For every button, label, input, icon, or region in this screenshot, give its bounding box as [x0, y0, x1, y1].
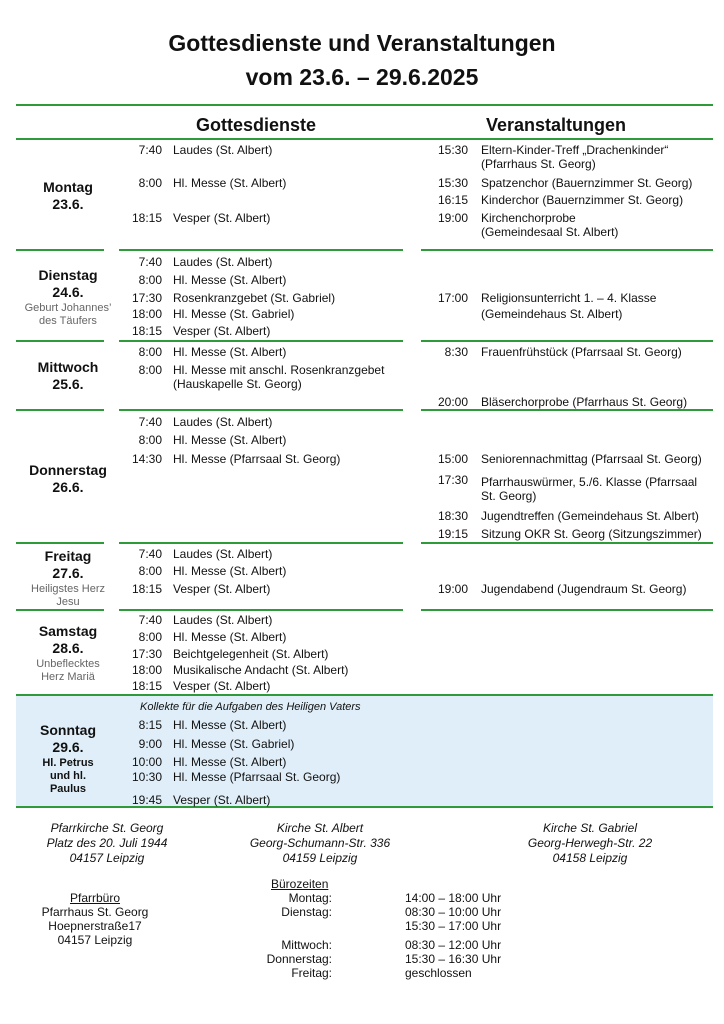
office-hours-time: 15:30 – 16:30 Uhr — [405, 952, 502, 966]
day-name: Donnerstag — [29, 462, 107, 478]
service-time: 17:30 — [131, 291, 162, 305]
event-time: 19:00 — [437, 582, 468, 596]
day-separator — [421, 542, 713, 544]
event-text-cont: St. Georg) — [481, 489, 537, 503]
event-text: Seniorennachmittag (Pfarrsaal St. Georg) — [481, 452, 702, 466]
church-st-georg — [22, 821, 192, 866]
service-text: Rosenkranzgebet (St. Gabriel) — [173, 291, 336, 305]
office-hours-time: geschlossen — [405, 966, 472, 980]
service-text: Hl. Messe (St. Gabriel) — [173, 737, 295, 751]
day-separator — [421, 249, 713, 251]
service-text: Laudes (St. Albert) — [173, 613, 273, 627]
church-street: Georg-Herwegh-Str. 22 — [527, 836, 653, 850]
church-street: Platz des 20. Juli 1944 — [46, 836, 168, 850]
day-name: Sonntag — [40, 722, 96, 738]
service-time: 9:00 — [138, 737, 162, 751]
event-text: Frauenfrühstück (Pfarrsaal St. Georg) — [481, 345, 682, 359]
church-name: Pfarrkirche St. Georg — [50, 821, 164, 835]
event-text: Jugendtreffen (Gemeindehaus St. Albert) — [481, 509, 699, 523]
sunday-separator — [16, 694, 713, 696]
parish-office — [20, 891, 170, 947]
office-hours-title: Bürozeiten — [271, 877, 329, 891]
day-separator — [119, 609, 403, 611]
office-hours-day: Mittwoch: — [281, 938, 332, 952]
day-label-dienstag — [16, 267, 120, 328]
event-text: Kinderchor (Bauernzimmer St. Georg) — [481, 193, 684, 207]
service-time: 7:40 — [138, 255, 162, 269]
day-name: Mittwoch — [37, 359, 99, 375]
service-time: 8:15 — [138, 718, 162, 732]
events-header: Veranstaltungen — [486, 115, 627, 135]
event-time: 18:30 — [437, 509, 468, 523]
event-time: 15:30 — [437, 143, 468, 157]
day-name: Dienstag — [38, 267, 98, 283]
office-hours-times — [405, 891, 501, 980]
day-separator — [119, 542, 403, 544]
service-time: 19:45 — [131, 793, 162, 807]
service-text: Hl. Messe (St. Albert) — [173, 630, 287, 644]
office-hours-time: 15:30 – 17:00 Uhr — [405, 919, 502, 933]
church-st-albert — [230, 821, 410, 866]
service-text: Hl. Messe (St. Albert) — [173, 273, 287, 287]
day-date: 24.6. — [52, 284, 84, 300]
service-text: Laudes (St. Albert) — [173, 547, 273, 561]
service-text: Hl. Messe (St. Albert) — [173, 345, 287, 359]
event-time: 15:00 — [437, 452, 468, 466]
event-text: Spatzenchor (Bauernzimmer St. Georg) — [481, 176, 693, 190]
day-label-freitag — [16, 548, 120, 609]
day-label-sonntag — [16, 722, 120, 796]
office-hours-day: Montag: — [288, 891, 332, 905]
service-text: Hl. Messe (St. Albert) — [173, 433, 287, 447]
office-hours-days — [220, 891, 332, 980]
service-time: 7:40 — [138, 547, 162, 561]
service-time: 18:15 — [131, 679, 162, 693]
sunday-band — [16, 695, 713, 807]
office-hours-time: 14:00 – 18:00 Uhr — [405, 891, 502, 905]
day-label-samstag — [16, 623, 120, 684]
service-time: 7:40 — [138, 613, 162, 627]
day-separator — [16, 340, 104, 342]
day-label-donnerstag — [16, 462, 120, 496]
church-city: 04158 Leipzig — [552, 851, 628, 865]
church-name: Kirche St. Gabriel — [542, 821, 638, 835]
day-feast: Geburt Johannes’ des Täufers — [24, 302, 112, 327]
event-text: Eltern-Kinder-Treff „Drachenkinder“ — [481, 143, 669, 157]
day-date: 25.6. — [52, 376, 84, 392]
day-separator — [421, 340, 713, 342]
event-text-cont: (Gemeindehaus St. Albert) — [481, 307, 623, 321]
service-time: 8:00 — [138, 345, 162, 359]
church-st-gabriel — [505, 821, 675, 866]
day-label-mittwoch — [16, 359, 120, 393]
service-text: Beichtgelegenheit (St. Albert) — [173, 647, 329, 661]
sunday-collection-note: Kollekte für die Aufgaben des Heiligen Vaters — [140, 701, 361, 713]
page-subtitle-dates: vom 23.6. – 29.6.2025 — [245, 64, 479, 90]
service-time: 7:40 — [138, 415, 162, 429]
day-feast: Unbeflecktes Herz Mariä — [36, 658, 100, 683]
service-text: Hl. Messe (St. Albert) — [173, 755, 287, 769]
service-text: Hl. Messe (St. Gabriel) — [173, 307, 295, 321]
office-title: Pfarrbüro — [69, 891, 121, 905]
day-feast: Heiligstes Herz Jesu — [31, 583, 105, 608]
event-text: Sitzung OKR St. Georg (Sitzungszimmer) — [481, 527, 702, 541]
service-text: Hl. Messe (St. Albert) — [173, 176, 287, 190]
service-time: 10:00 — [131, 755, 162, 769]
office-hours-time: 08:30 – 10:00 Uhr — [405, 905, 502, 919]
service-text: Laudes (St. Albert) — [173, 143, 273, 157]
church-city: 04157 Leipzig — [69, 851, 145, 865]
service-time: 8:00 — [138, 273, 162, 287]
bottom-rule — [16, 806, 713, 808]
event-text-cont: (Pfarrhaus St. Georg) — [481, 157, 596, 171]
office-hours-day: Freitag: — [291, 966, 332, 980]
day-name: Freitag — [44, 548, 92, 564]
service-time: 18:00 — [131, 663, 162, 677]
day-date: 29.6. — [52, 739, 84, 755]
event-text: Jugendabend (Jugendraum St. Georg) — [481, 582, 687, 596]
day-separator — [119, 340, 403, 342]
service-time: 10:30 — [131, 770, 162, 784]
header-rule — [16, 138, 713, 140]
service-text: Hl. Messe (Pfarrsaal St. Georg) — [173, 452, 341, 466]
service-time: 18:15 — [131, 582, 162, 596]
office-hours-day — [220, 919, 332, 938]
day-separator — [16, 609, 104, 611]
day-date: 28.6. — [52, 640, 84, 656]
service-text: Laudes (St. Albert) — [173, 255, 273, 269]
day-separator — [16, 542, 104, 544]
service-time: 17:30 — [131, 647, 162, 661]
service-time: 18:15 — [131, 324, 162, 338]
event-time: 17:00 — [437, 291, 468, 305]
service-time: 8:00 — [138, 363, 162, 377]
event-text-cont: (Gemeindesaal St. Albert) — [481, 225, 619, 239]
day-name: Montag — [43, 179, 93, 195]
service-text: Hl. Messe (St. Albert) — [173, 564, 287, 578]
service-time: 8:00 — [138, 564, 162, 578]
service-text: Vesper (St. Albert) — [173, 582, 271, 596]
service-text: Hl. Messe (Pfarrsaal St. Georg) — [173, 770, 341, 784]
event-time: 8:30 — [444, 345, 468, 359]
service-text: Musikalische Andacht (St. Albert) — [173, 663, 349, 677]
event-time: 15:30 — [437, 176, 468, 190]
services-header: Gottesdienste — [196, 115, 317, 135]
service-time: 7:40 — [138, 143, 162, 157]
day-label-montag — [16, 179, 120, 213]
event-text: Religionsunterricht 1. – 4. Klasse — [481, 291, 657, 305]
service-text: Hl. Messe (St. Albert) — [173, 718, 287, 732]
day-separator — [16, 249, 104, 251]
day-date: 23.6. — [52, 196, 84, 212]
day-date: 27.6. — [52, 565, 84, 581]
office-line: Hoepnerstraße17 — [48, 919, 142, 933]
service-text-cont: (Hauskapelle St. Georg) — [173, 377, 302, 391]
event-time: 16:15 — [437, 193, 468, 207]
day-separator — [119, 409, 403, 411]
office-hours-day: Dienstag: — [281, 905, 332, 919]
event-time: 20:00 — [437, 395, 468, 409]
event-time: 19:15 — [437, 527, 468, 541]
event-time: 17:30 — [437, 473, 468, 487]
day-separator — [16, 409, 104, 411]
page-title: Gottesdienste und Veranstaltungen — [168, 30, 556, 56]
event-text: Pfarrhauswürmer, 5./6. Klasse (Pfarrsaal — [481, 475, 698, 489]
event-time: 19:00 — [437, 211, 468, 225]
day-feast: Hl. Petrus und hl. Paulus — [42, 757, 94, 795]
day-separator — [119, 249, 403, 251]
service-text: Vesper (St. Albert) — [173, 324, 271, 338]
office-hours-day: Donnerstag: — [266, 952, 332, 966]
service-text: Vesper (St. Albert) — [173, 679, 271, 693]
service-time: 18:00 — [131, 307, 162, 321]
service-time: 8:00 — [138, 630, 162, 644]
service-text: Laudes (St. Albert) — [173, 415, 273, 429]
office-hours-time: 08:30 – 12:00 Uhr — [405, 938, 502, 952]
service-text: Vesper (St. Albert) — [173, 211, 271, 225]
event-text: Kirchenchorprobe — [481, 211, 576, 225]
top-rule — [16, 104, 713, 106]
office-line: 04157 Leipzig — [57, 933, 133, 947]
service-time: 8:00 — [138, 176, 162, 190]
event-text: Bläserchorprobe (Pfarrhaus St. Georg) — [481, 395, 688, 409]
service-time: 8:00 — [138, 433, 162, 447]
service-text: Hl. Messe mit anschl. Rosenkranzgebet — [173, 363, 385, 377]
service-text: Vesper (St. Albert) — [173, 793, 271, 807]
day-date: 26.6. — [52, 479, 84, 495]
office-line: Pfarrhaus St. Georg — [41, 905, 149, 919]
service-time: 14:30 — [131, 452, 162, 466]
church-street: Georg-Schumann-Str. 336 — [249, 836, 391, 850]
day-name: Samstag — [38, 623, 98, 639]
service-time: 18:15 — [131, 211, 162, 225]
church-city: 04159 Leipzig — [282, 851, 358, 865]
day-separator — [421, 609, 713, 611]
church-name: Kirche St. Albert — [276, 821, 364, 835]
